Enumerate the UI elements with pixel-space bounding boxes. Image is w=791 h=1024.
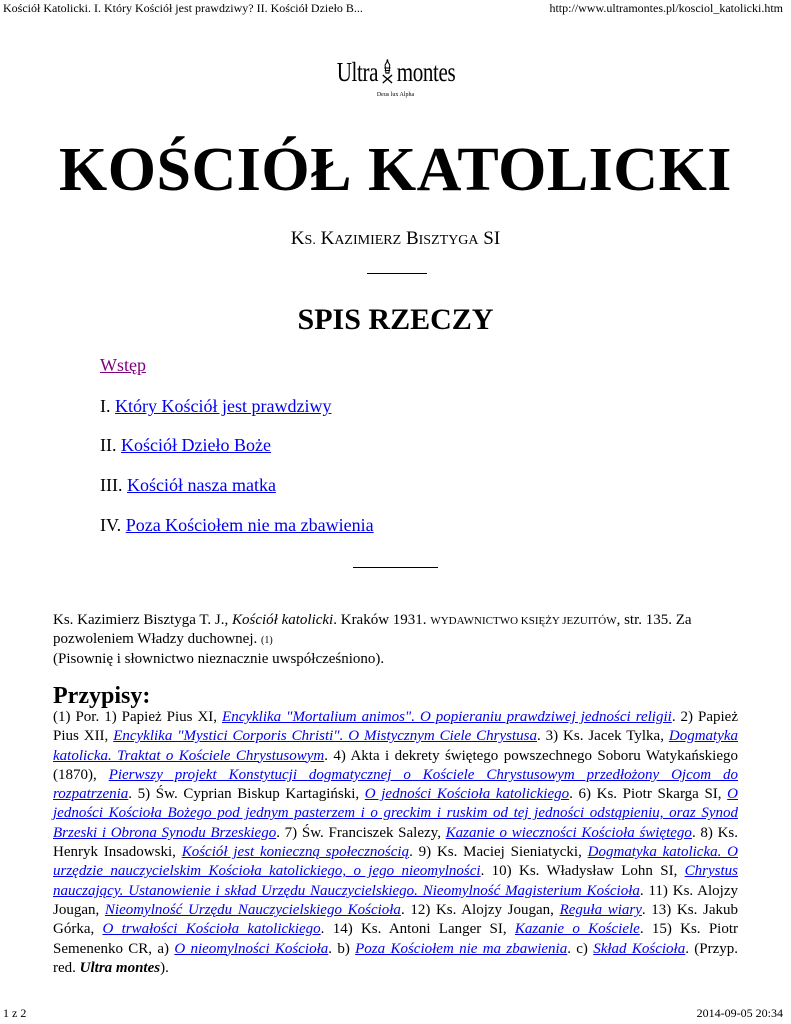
footnote-link[interactable]: O jedności Kościoła katolickiego bbox=[364, 786, 570, 803]
footnote-link[interactable]: Dogmatyka katolicka. Traktat o Kościele Chrystusowym bbox=[53, 728, 739, 764]
page-counter: 1 z 2 bbox=[3, 1006, 27, 1020]
footnote-text: . b) bbox=[328, 940, 356, 957]
footnote-link[interactable]: Reguła wiary bbox=[559, 901, 642, 918]
footnote-text: . 10) Ks. Władysław Lohn SI, bbox=[480, 863, 685, 880]
footnote-link[interactable]: Nieomylność Urzędu Nauczycielskiego Kościoła bbox=[104, 901, 401, 918]
toc-number: III. bbox=[100, 475, 127, 495]
toc-item-3[interactable] bbox=[100, 474, 276, 496]
footnote-link[interactable]: O trwałości Kościoła katolickiego bbox=[102, 921, 321, 938]
toc-number: I. bbox=[100, 396, 115, 416]
toc-number: IV. bbox=[100, 515, 126, 535]
footnote-link[interactable]: Chrystus nauczający. Ustanowienie i skład Urzędu Nauczycielskiego. Nieomylność Magisterium Kościoła bbox=[53, 863, 738, 899]
footnote-text: . 8) Ks. Henryk Insadowski, bbox=[53, 824, 739, 861]
logo-subtitle: Deus lux Alpha bbox=[376, 92, 415, 98]
footnote-text: . 6) Ks. Piotr Skarga SI, bbox=[569, 786, 728, 803]
footnote-text: (1) Por. 1) Papież Pius XI, bbox=[53, 709, 223, 725]
footnote-text: . 15) Ks. Piotr Semenenko CR, a) bbox=[53, 921, 738, 957]
tiara-keys-icon bbox=[379, 59, 395, 85]
toc-link[interactable]: Kościół nasza matka bbox=[126, 475, 276, 495]
footnote-text: . 2) Papież Pius XII, bbox=[53, 709, 738, 745]
footnote-link[interactable]: Encyklika "Mystici Corporis Christi". O Mistycznym Ciele Chrystusa bbox=[113, 728, 538, 745]
toc-link[interactable]: Wstęp bbox=[100, 355, 146, 375]
footnote-text: . (Przyp. red. bbox=[53, 940, 739, 976]
footnote-text: . 11) Ks. Alojzy Jougan, bbox=[53, 882, 739, 918]
print-timestamp: 2014-09-05 20:34 bbox=[696, 1006, 783, 1020]
print-header bbox=[0, 0, 791, 18]
toc-item-1[interactable] bbox=[100, 395, 331, 417]
footnote-link[interactable]: Kościół jest konieczną społecznością bbox=[181, 844, 410, 861]
footnote-link[interactable]: O jedności Kościoła Bożego pod jednym pasterzem i o greckim i ruskim od tej jedności odstąpieniu, oraz Synod Brzeski i Obrona Synodu Brzeskiego bbox=[53, 786, 739, 841]
footnote-link[interactable]: Pierwszy projekt Konstytucji dogmatycznej o Kościele Chrystusowym przedłożony Ojcom do rozpatrzenia bbox=[53, 766, 738, 803]
footnote-text: . 7) Św. Franciszek Salezy, bbox=[276, 824, 446, 841]
print-header-url: http://www.ultramontes.pl/kosciol_katolicki.htm bbox=[549, 1, 783, 15]
logo-wordmark: Ultra montes bbox=[336, 57, 455, 87]
site-logo[interactable] bbox=[0, 55, 791, 99]
page-title: KOŚCIÓŁ KATOLICKI bbox=[59, 136, 732, 204]
toc-item-intro[interactable] bbox=[100, 354, 146, 376]
footnote-link[interactable]: Encyklika "Mortalium animos". O popieraniu prawdziwej jedności religii bbox=[222, 709, 672, 725]
footnote-text: . c) bbox=[567, 940, 594, 957]
divider-rule bbox=[367, 273, 427, 274]
footnotes-heading: Przypisy: bbox=[53, 683, 151, 709]
footnote-text: . 12) Ks. Alojzy Jougan, bbox=[400, 901, 560, 918]
footnote-text: . 5) Św. Cyprian Biskup Kartagiński, bbox=[128, 786, 365, 803]
toc-item-4[interactable] bbox=[100, 514, 374, 536]
footnote-link[interactable]: Kazanie o Kościele bbox=[514, 921, 640, 938]
toc-link[interactable]: Który Kościół jest prawdziwy bbox=[115, 396, 332, 416]
toc-number: II. bbox=[100, 435, 121, 455]
footnote-link[interactable]: Skład Kościoła bbox=[593, 940, 686, 957]
print-footer bbox=[0, 1004, 791, 1022]
footnote-link[interactable]: Kazanie o wieczności Kościoła świętego bbox=[445, 824, 692, 841]
bibliographic-note: Ks. Kazimierz Bisztyga T. J., Kościół katolicki. Kraków 1931. WYDAWNICTWO KSIĘŻY JEZUITÓW, str. 135. Za pozwoleniem Władzy duchownej. (1) (Pisownię i słownictwo nieznacznie uwspółcześniono). bbox=[53, 612, 692, 667]
footnote-ref[interactable]: (1) bbox=[261, 635, 273, 646]
print-header-title: Kościół Katolicki. I. Który Kościół jest prawdziwy? II. Kościół Dzieło B... bbox=[3, 1, 363, 15]
footnote-link[interactable]: O nieomylności Kościoła bbox=[174, 940, 329, 957]
divider-rule bbox=[353, 567, 438, 568]
footnote-text: . 4) Akta i dekrety świętego powszechnego Soboru Watykańskiego (1870), bbox=[53, 747, 738, 783]
footnote-link[interactable]: Dogmatyka katolicka. O urzędzie nauczycielskim Kościoła katolickiego, o jego nieomylności bbox=[53, 844, 738, 880]
footnote-text: . 14) Ks. Antoni Langer SI, bbox=[320, 921, 515, 938]
toc-link[interactable]: Poza Kościołem nie ma zbawienia bbox=[125, 515, 374, 535]
footnote-text: ). bbox=[160, 959, 169, 976]
toc-item-2[interactable] bbox=[100, 434, 271, 456]
footnote-text: . 13) Ks. Jakub Górka, bbox=[53, 901, 738, 938]
publisher-name: Ultra montes bbox=[79, 959, 161, 976]
author-line: KS. KAZIMIERZ BISZTYGA SI bbox=[290, 228, 501, 249]
toc-link[interactable]: Kościół Dzieło Boże bbox=[121, 435, 271, 455]
footnote-text: . 9) Ks. Maciej Sieniatycki, bbox=[409, 844, 588, 861]
toc-heading: SPIS RZECZY bbox=[297, 303, 494, 336]
footnotes-body bbox=[53, 708, 738, 978]
footnote-link[interactable]: Poza Kościołem nie ma zbawienia bbox=[355, 940, 568, 957]
footnote-text: . 3) Ks. Jacek Tylka, bbox=[537, 728, 669, 745]
